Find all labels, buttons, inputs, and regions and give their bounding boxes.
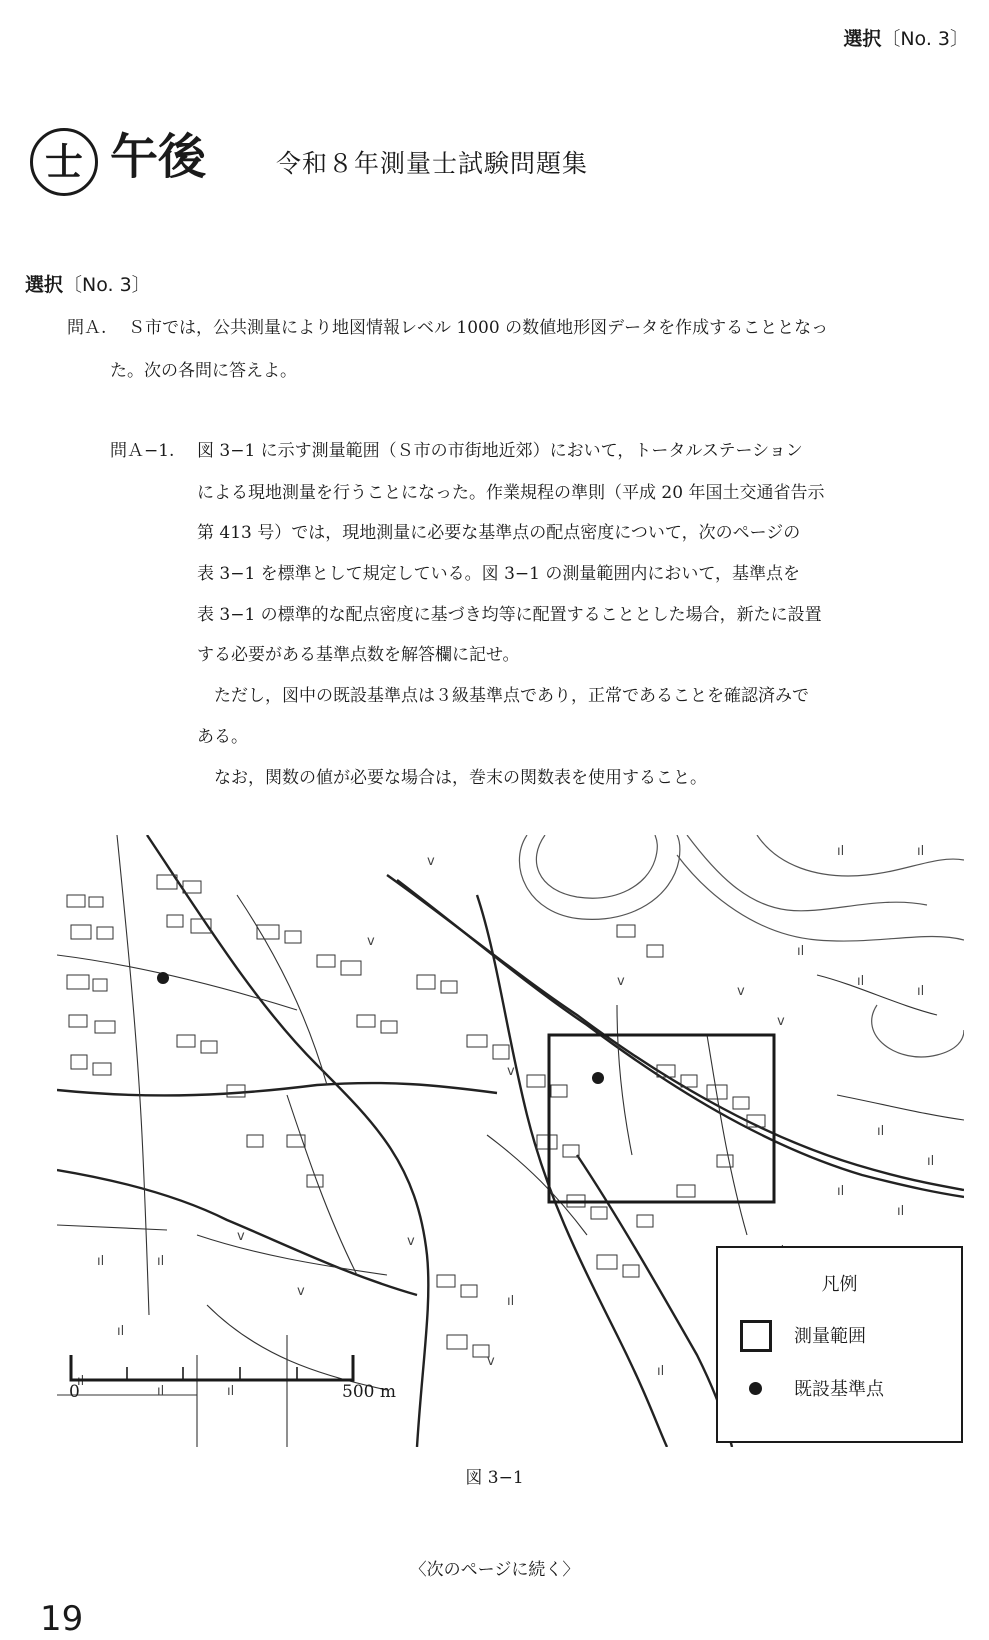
legend-survey-area-symbol xyxy=(740,1320,772,1352)
question-a1-line-4: 表 3−1 を標準として規定している。図 3−1 の測量範囲内において，基準点を xyxy=(197,564,801,584)
svg-text:ıl: ıl xyxy=(917,984,925,999)
svg-text:v: v xyxy=(737,984,745,999)
question-a-label: 問Ａ. xyxy=(67,318,107,338)
svg-text:ıl: ıl xyxy=(157,1384,165,1399)
svg-text:v: v xyxy=(507,1064,515,1079)
svg-text:v: v xyxy=(237,1229,245,1244)
section-selection-number: 〔No. 3〕 xyxy=(63,274,151,296)
session-title: 午後 xyxy=(110,129,207,185)
scale-label-max: 500 m xyxy=(342,1382,396,1402)
header-selection-word: 選択 xyxy=(843,28,882,50)
legend-survey-area-label: 測量範囲 xyxy=(794,1326,866,1347)
page-number: 19 xyxy=(40,1599,84,1639)
legend-control-point-symbol xyxy=(749,1382,762,1395)
question-a1-line-9: なお，関数の値が必要な場合は，巻末の関数表を使用すること。 xyxy=(197,768,707,788)
svg-text:ıl: ıl xyxy=(117,1324,125,1339)
figure-caption: 図 3−1 xyxy=(465,1468,524,1488)
header-selection-number: 〔No. 3〕 xyxy=(881,28,969,50)
svg-text:ıl: ıl xyxy=(857,974,865,989)
svg-text:ıl: ıl xyxy=(97,1254,105,1269)
question-a1-line-8: ある。 xyxy=(197,727,248,747)
existing-control-point-2 xyxy=(592,1072,604,1084)
svg-text:ıl: ıl xyxy=(877,1124,885,1139)
svg-text:v: v xyxy=(407,1234,415,1249)
svg-text:v: v xyxy=(617,974,625,989)
continue-note: 〈次のページに続く〉 xyxy=(409,1560,580,1580)
question-a1-label: 問Ａ−1. xyxy=(110,441,175,461)
svg-text:v: v xyxy=(777,1014,785,1029)
scale-label-zero: 0 xyxy=(69,1382,80,1402)
circled-exam-char: 士 xyxy=(44,140,83,184)
svg-text:ıl: ıl xyxy=(917,844,925,859)
map-legend xyxy=(716,1246,963,1443)
svg-text:ıl: ıl xyxy=(897,1204,905,1219)
legend-control-point-label: 既設基準点 xyxy=(794,1379,884,1400)
svg-text:v: v xyxy=(427,854,435,869)
svg-text:ıl: ıl xyxy=(227,1384,235,1399)
svg-text:ıl: ıl xyxy=(837,844,845,859)
svg-text:ıl: ıl xyxy=(77,1374,85,1389)
section-selection-word: 選択 xyxy=(25,274,64,296)
svg-text:v: v xyxy=(297,1284,305,1299)
book-title: 令和８年測量士試験問題集 xyxy=(276,149,589,178)
question-a1-line-1: 図 3−1 に示す測量範囲（Ｓ市の市街地近郊）において，トータルステーション xyxy=(197,441,803,461)
question-a1-line-7: ただし，図中の既設基準点は３級基準点であり，正常であることを確認済みで xyxy=(197,686,809,706)
section-selection-heading xyxy=(25,270,151,297)
header-selection-label xyxy=(843,24,969,51)
svg-text:ıl: ıl xyxy=(797,944,805,959)
svg-text:ıl: ıl xyxy=(657,1364,665,1379)
circled-exam-mark xyxy=(30,128,98,196)
question-a1-line-3: 第 413 号）では，現地測量に必要な基準点の配点密度について，次のページの xyxy=(197,523,801,543)
question-a1-line-2: による現地測量を行うことになった。作業規程の準則（平成 20 年国土交通省告示 xyxy=(197,483,825,503)
question-a1-line-6: する必要がある基準点数を解答欄に記せ。 xyxy=(197,645,520,665)
question-a1-line-5: 表 3−1 の標準的な配点密度に基づき均等に配置することとした場合，新たに設置 xyxy=(197,605,822,625)
question-a-line-2: た。次の各問に答えよ。 xyxy=(110,361,297,381)
svg-text:ıl: ıl xyxy=(927,1154,935,1169)
question-a-line-1: Ｓ市では，公共測量により地図情報レベル 1000 の数値地形図データを作成することとなっ xyxy=(128,318,829,338)
existing-control-point-1 xyxy=(157,972,169,984)
svg-text:ıl: ıl xyxy=(507,1294,515,1309)
svg-text:ıl: ıl xyxy=(837,1184,845,1199)
legend-title: 凡例 xyxy=(821,1274,858,1295)
svg-text:v: v xyxy=(487,1354,495,1369)
svg-text:ıl: ıl xyxy=(157,1254,165,1269)
svg-text:v: v xyxy=(367,934,375,949)
